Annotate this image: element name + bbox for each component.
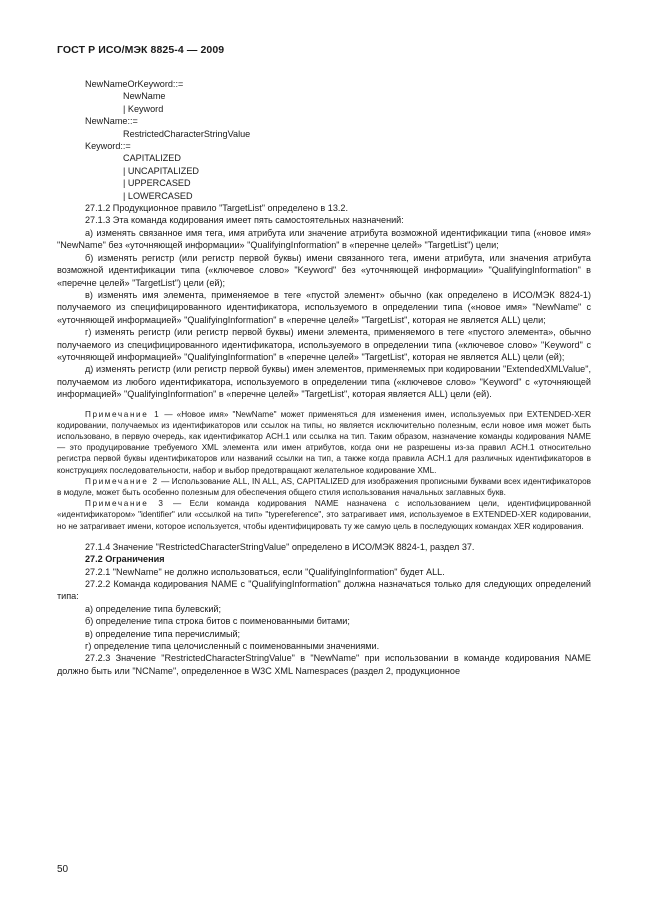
grammar-line: CAPITALIZED [123,153,181,164]
list-item-d: д) изменять регистр (или регистр первой буквы) имен элементов, применяемых при кодировании "ExtendedXMLValue", получаемом из любого идентификатора, используемого в определении типа («ключевое слово» "Keyword" с «уточняющей информацией» "QualifyingInformation" в «перечне целей» "TargetList", которая является ALL) цели (ей). [57,364,591,400]
list-item-g: г) изменять регистр (или регистр первой буквы) имени элемента, применяемого в теге «пустого элемента», обычно получаемого из специфицированного идентификатора, используемого в определении типа («ключевое слово» "Keyword" с «уточняющей информацией» "QualifyingInformation" в «перечне целей» "TargetList", которая не является ALL) цели (ей); [57,327,591,362]
grammar-line: RestrictedCharacterStringValue [123,128,251,139]
paragraph-27-2-1: 27.2.1 "NewName" не должно использоваться, если "QualifyingInformation" будет ALL. [85,566,445,577]
grammar-line: | Keyword [123,103,164,114]
list-item-a: а) изменять связанное имя тега, имя атрибута или значение атрибута возможной идентификации типа («новое имя» "NewName" без «уточняющей информации» "QualifyingInformation" в «перечне целей» "TargetList") цели; [57,227,591,251]
paragraph-27-2-3: 27.2.3 Значение "RestrictedCharacterStringValue" в "NewName" при использовании в команде кодирования NAME должно быть или "NCName", определенное в W3C XML Namespaces (раздел 2, продукционное [57,653,591,676]
list-item-a: а) определение типа булевский; [85,603,222,614]
page-number: 50 [57,864,69,875]
list-item-v: в) определение типа перечислимый; [85,628,241,639]
list-item-b: б) изменять регистр (или регистр первой буквы) имени связанного тега, имени атрибута, или значения атрибута возможной идентификации типа («ключевое слово» "Keyword" без «уточняющей информации» "QualifyingInformation" в «перечне целей» "TargetList") цели (ей); [57,252,591,288]
grammar-line: | UNCAPITALIZED [123,165,199,176]
note-text: — Использование ALL, IN ALL, AS, CAPITALIZED для изображения прописными буквами всех идентификаторов в модуле, может быть особенно полезным для обеспечения общего стиля использования начальных заглавных букв. [57,476,592,497]
note-label: Примечание 3 [85,499,165,509]
grammar-line: | UPPERCASED [123,178,191,189]
grammar-line: NewName::= [85,116,138,127]
list-item-v: в) изменять имя элемента, применяемое в теге «пустой элемент» обычно (как определено в ИСО/МЭК 8824-1) получаемого из специфицированного идентификатора, используемого в определении типа («новое имя» "NewName" с «уточняющей информацией» "QualifyingInformation" в «перечне целей» "TargetList", которая не является ALL) цели; [57,289,591,325]
note-1 [57,409,591,476]
list-item-b: б) определение типа строка битов с поименованными битами; [85,616,350,627]
note-label: Примечание 2 [85,476,159,486]
grammar-line: | LOWERCASED [123,190,193,201]
paragraph-27-1-3: 27.1.3 Эта команда кодирования имеет пять самостоятельных назначений: [85,215,404,226]
grammar-line: NewName [123,91,166,102]
paragraph-27-1-4: 27.1.4 Значение "RestrictedCharacterStringValue" определено в ИСО/МЭК 8824-1, раздел 37. [85,541,475,552]
grammar-line: NewNameOrKeyword::= [85,79,184,89]
section-heading-27-2: 27.2 Ограничения [85,554,165,565]
note-text: — Если команда кодирования NAME назначена с использованием цели, идентифицированной «идентификатором» "identifier" или «ссылкой на тип» "typereference", это затрагивает имя, используемое в EXTENDED-XER кодировании, но не затрагивает имени, которое используется, чтобы идентифицировать ту же самую цель в последующих командах XER кодирования. [57,499,591,531]
list-item-g: г) определение типа целочисленный с поименованными значениями. [85,641,380,652]
grammar-block [57,78,591,202]
note-text: — «Новое имя» "NewName" может применяться для изменения имен, используемых при EXTENDED-XER кодировании, получаемых из идентификаторов или ссылок на типы, но является исключительно полезным, если новое имя может быть использовано, в первую очередь, как идентификатор ACH.1 или ссылка на тип. Таким образом, назначение команды кодирования NAME — это продуцирование требуемого XML элемента или имен атрибутов, когда они не разрешены из-за правил ACH.1 относительно регистра первой буквы идентификаторов или названий ссылки на тип, а также когда правила ACH.1 для различных идентификаторов в конструкциях последовательности, набор и выбор предотвращают желательное кодирование XML. [57,409,591,475]
page-header: ГОСТ Р ИСО/МЭК 8825-4 — 2009 [57,44,225,56]
note-3 [57,498,591,532]
note-2 [57,476,591,498]
page-content [57,78,591,677]
grammar-line: Keyword::= [85,141,131,152]
paragraph-27-1-2: 27.1.2 Продукционное правило "TargetList" определено в 13.2. [85,203,348,214]
paragraph-27-2-2: 27.2.2 Команда кодирования NAME с "QualifyingInformation" должна назначаться только для следующих определений типа: [57,579,591,602]
note-label: Примечание 1 [85,409,161,419]
